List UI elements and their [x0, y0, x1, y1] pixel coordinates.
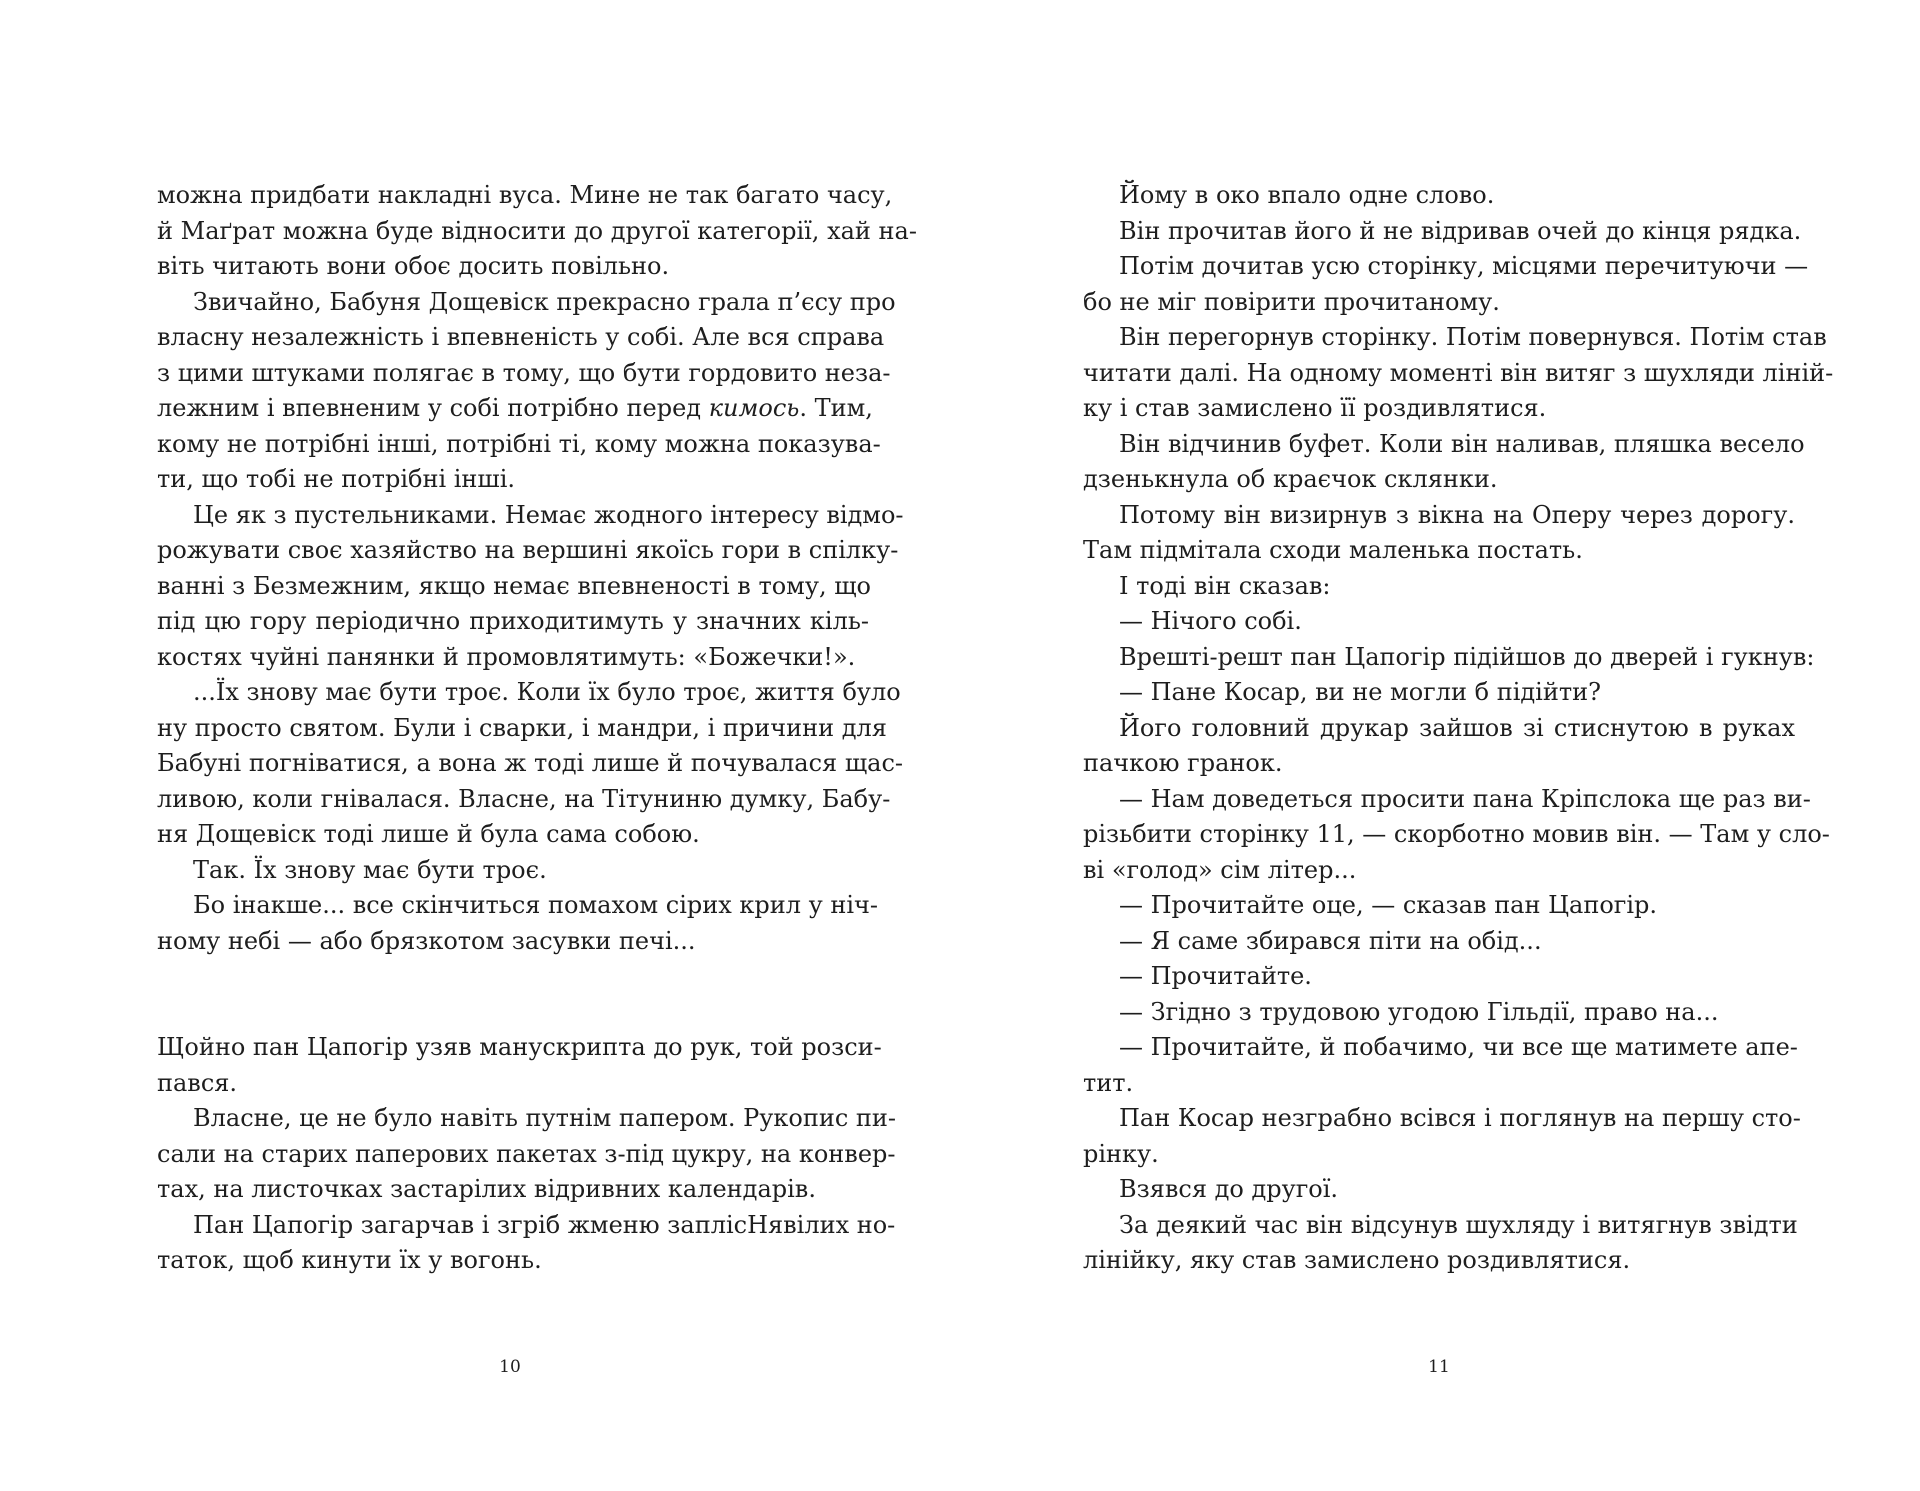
text-line: — Прочитайте, й побачимо, чи все ще матимете апе-: [1119, 1033, 1798, 1061]
text-line: ному небі — або брязкотом засувки печі...: [157, 926, 696, 955]
left-page: [157, 178, 917, 1279]
text-line: під цю гору періодично приходитимуть у значних кіль-: [157, 607, 869, 635]
text-line: ку і став замислено її роздивлятися.: [1083, 394, 1547, 422]
text-line: ванні з Безмежним, якщо немає впевненості в тому, що: [157, 571, 871, 600]
text-line: віть читають вони обоє досить повільно.: [157, 252, 670, 280]
text-line: — Згідно з трудовою угодою Гільдії, право на...: [1119, 997, 1719, 1026]
text-line: За деякий час він відсунув шухляду і витягнув звідти: [1119, 1210, 1798, 1239]
text-line: — Прочитайте оце, — сказав пан Цапогір.: [1119, 891, 1658, 919]
text-line: рожувати своє хазяйство на вершині якоїсь гори в спілку-: [157, 536, 899, 564]
text-line: власну незалежність і впевненість у собі. Але вся справа: [157, 323, 885, 351]
page-number-right: 11: [1428, 1357, 1450, 1377]
text-line: Бабуні погніватися, а вона ж тоді лише й почувалася щас-: [157, 749, 903, 777]
text-line: Він перегорнув сторінку. Потім повернувся. Потім став: [1119, 323, 1827, 351]
text-line: дзенькнула об краєчок склянки.: [1083, 465, 1498, 493]
text-line: таток, щоб кинути їх у вогонь.: [157, 1246, 542, 1274]
text-line: ну просто святом. Були і сварки, і мандри, і причини для: [157, 713, 887, 742]
text-line: — Пане Косар, ви не могли б підійти?: [1119, 678, 1601, 706]
text-line: сали на старих паперових пакетах з-під цукру, на конвер-: [157, 1139, 896, 1168]
text-line: Пан Косар незграбно всівся і поглянув на першу сто-: [1119, 1104, 1801, 1132]
text-line: Це як з пустельниками. Немає жодного інтересу відмо-: [193, 500, 904, 529]
text-line: Він прочитав його й не відривав очей до кінця рядка.: [1119, 216, 1802, 245]
text-line: Його головний друкар зайшов зі стиснутою в руках: [1119, 713, 1795, 742]
text-line: Власне, це не було навіть путнім папером. Рукопис пи-: [193, 1104, 897, 1132]
text-line: Щойно пан Цапогір узяв манускрипта до рук, той розси-: [157, 1033, 882, 1061]
text-line: костях чуйні панянки й промовлятимуть: «Божечки!».: [157, 642, 856, 671]
text-line: Він відчинив буфет. Коли він наливав, пляшка весело: [1119, 429, 1805, 458]
text-line: Пан Цапогір загарчав і згріб жменю заплісНявілих но-: [193, 1210, 896, 1239]
section-break: [157, 959, 869, 1030]
text-line: пався.: [157, 1068, 238, 1097]
text-line: І тоді він сказав:: [1119, 571, 1331, 600]
text-line: ти, що тобі не потрібні інші.: [157, 465, 516, 493]
text-line: — Я саме збирався піти на обід...: [1119, 926, 1542, 955]
emphasized-word: кимось: [708, 394, 800, 422]
text-line: різьбити сторінку 11, — скорботно мовив він. — Там у сло-: [1083, 820, 1830, 848]
text-line: пачкою гранок.: [1083, 749, 1283, 777]
text-line: Йому в око впало одне слово.: [1119, 181, 1495, 209]
text-run: . Тим,: [799, 394, 873, 422]
text-line: ...Їх знову має бути троє. Коли їх було троє, життя було: [193, 678, 901, 706]
text-line: Звичайно, Бабуня Дощевіск прекрасно грала п’єсу про: [193, 287, 896, 316]
text-run: лежним і впевненим у собі потрібно перед: [157, 394, 709, 422]
right-page: [1083, 178, 1834, 1279]
text-line: тит.: [1083, 1068, 1134, 1097]
text-line: — Нам доведеться просити пана Кріпслока ще раз ви-: [1119, 784, 1811, 813]
text-line: бо не міг повірити прочитаному.: [1083, 287, 1500, 316]
text-line: — Прочитайте.: [1119, 962, 1312, 990]
text-line: Там підмітала сходи маленька постать.: [1083, 536, 1583, 564]
text-line: й Маґрат можна буде відносити до другої категорії, хай на-: [157, 216, 917, 245]
text-line: Врешті-решт пан Цапогір підійшов до дверей і гукнув:: [1119, 642, 1815, 671]
text-line: Потому він визирнув з вікна на Оперу через дорогу.: [1119, 500, 1795, 529]
text-line: рінку.: [1083, 1139, 1159, 1168]
text-line: лінійку, яку став замислено роздивлятися.: [1083, 1246, 1631, 1274]
text-line: Бо інакше... все скінчиться помахом сірих крил у ніч-: [193, 891, 879, 919]
text-line: ливою, коли гнівалася. Власне, на Тітуниню думку, Бабу-: [157, 784, 891, 813]
text-line: ві «голод» сім літер...: [1083, 855, 1357, 884]
text-line: Взявся до другої.: [1119, 1175, 1339, 1203]
text-line: Потім дочитав усю сторінку, місцями перечитуючи —: [1119, 252, 1809, 280]
page-number-left: 10: [499, 1357, 521, 1377]
text-line: тах, на листочках застарілих відривних календарів.: [157, 1175, 816, 1203]
text-line: можна придбати накладні вуса. Мине не так багато часу,: [157, 181, 893, 209]
text-line: кому не потрібні інші, потрібні ті, кому можна показува-: [157, 429, 881, 458]
text-line: [157, 391, 873, 427]
text-line: ня Дощевіск тоді лише й була сама собою.: [157, 820, 700, 848]
text-line: читати далі. На одному моменті він витяг з шухляди ліній-: [1083, 358, 1834, 387]
text-line: з цими штуками полягає в тому, що бути гордовито неза-: [157, 358, 891, 387]
text-line: Так. Їх знову має бути троє.: [193, 855, 547, 884]
text-line: — Нічого собі.: [1119, 607, 1302, 635]
